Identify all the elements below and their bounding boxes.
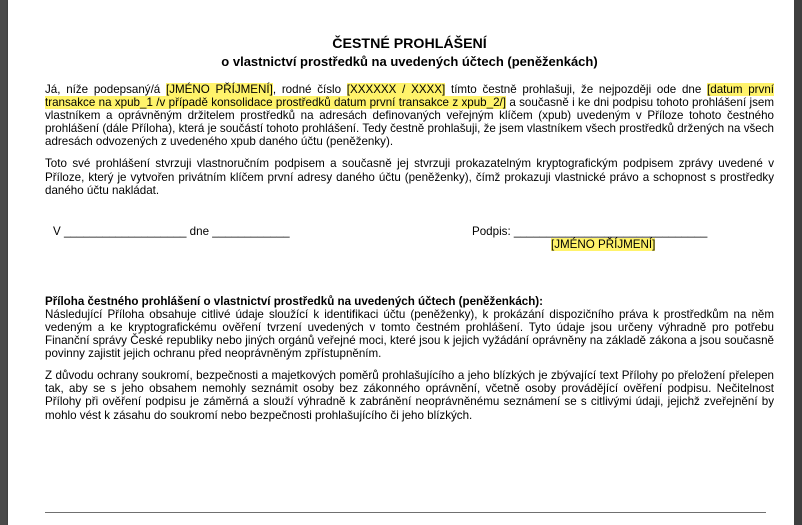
annex-paragraph-2: Z důvodu ochrany soukromí, bezpečnosti a majetkových poměrů prohlašujícího a jeho blízkých je zbývající text Přílohy po přeložení přelepen tak, aby se s jeho obsahem nemohly seznámit osoby bez zákonného oprávnění, včetně osoby provádějící ověření podpisu. Nečitelnost Přílohy při ověření podpisu je záměrná a slouží výhradně k zabránění neoprávněnému seznámení se s citlivými údaji, jejichž zveřejnění by mohlo vést k zásahu do soukromí nebo bezpečnosti prohlašujícího či jeho blízkých. <box>45 369 774 422</box>
paragraph-text: Já, níže podepsaný/á <box>45 83 166 96</box>
annex-heading: Příloha čestného prohlášení o vlastnictví prostředků na uvedených účtech (peněženkách): <box>45 294 544 308</box>
document-page <box>8 0 794 525</box>
birth-number-placeholder: [XXXXXX / XXXX] <box>346 83 446 96</box>
document-title: ČESTNÉ PROHLÁŠENÍ <box>332 36 487 52</box>
paragraph-text: , rodné číslo <box>272 83 347 96</box>
place-date-line: V ___________________ dne ____________ <box>53 224 290 238</box>
declaration-paragraph <box>45 83 774 148</box>
signature-name-text: [JMÉNO PŘÍJMENÍ] <box>551 237 656 251</box>
viewer-left-edge <box>0 0 8 525</box>
page-content <box>45 36 774 431</box>
paragraph-text: a současně i ke dni podpisu tohoto prohlášení jsem vlastníkem a oprávněným držitelem prostředků na adresách definovaných veřejným klíčem (xpub) uvedeným v Příloze tohoto čestného prohlášení (dále Příloha), která je součástí tohoto prohlášení. Tedy čestně prohlašuji, že jsem vlastníkem všech prostředků držených na všech adresách odvozených z uvedeného xpub daného účtu (peněženky). <box>45 96 775 149</box>
page-footer-divider <box>45 512 766 513</box>
document-subtitle: o vlastnictví prostředků na uvedených účtech (peněženkách) <box>221 54 598 69</box>
signature-line: Podpis: ______________________________ <box>472 224 708 238</box>
confirmation-paragraph: Toto své prohlášení stvrzuji vlastnoručním podpisem a současně jej stvrzuji prokazatelným kryptografickým podpisem zprávy uvedené v Příloze, který je vytvořen privátním klíčem první adresy daného účtu (peněženky), čímž prokazuji vlastnické právo a schopnost s prostředky daného účtu nakládat. <box>45 157 774 197</box>
signature-name-placeholder <box>551 238 655 251</box>
paragraph-text: tímto čestně prohlašuji, že nejpozději ode dne <box>445 83 708 96</box>
viewer-scrollbar-track[interactable] <box>794 0 802 525</box>
name-placeholder: [JMÉNO PŘÍJMENÍ] <box>165 83 273 96</box>
annex-paragraph-1: Následující Příloha obsahuje citlivé údaje sloužící k identifikaci účtu (peněženky), k prokázání dispozičního práva k prostředkům na něm vedeným a ke kryptografickému ověření tvrzení uvedených v tomto čestném prohlášení. Tyto údaje jsou určeny výhradně pro potřebu Finanční správy České republiky nebo jiných orgánů veřejné moci, které jsou k jejich vyžádání oprávněny na základě zákona a jsou současně povinny zajistit jejich ochranu před neoprávněným zpřístupněním. <box>45 307 774 361</box>
date-placeholder: [datum první transakce na xpub_1 /v případě konsolidace prostředků datum první transakce z xpub_2/] <box>45 83 774 110</box>
signature-block <box>45 225 774 295</box>
